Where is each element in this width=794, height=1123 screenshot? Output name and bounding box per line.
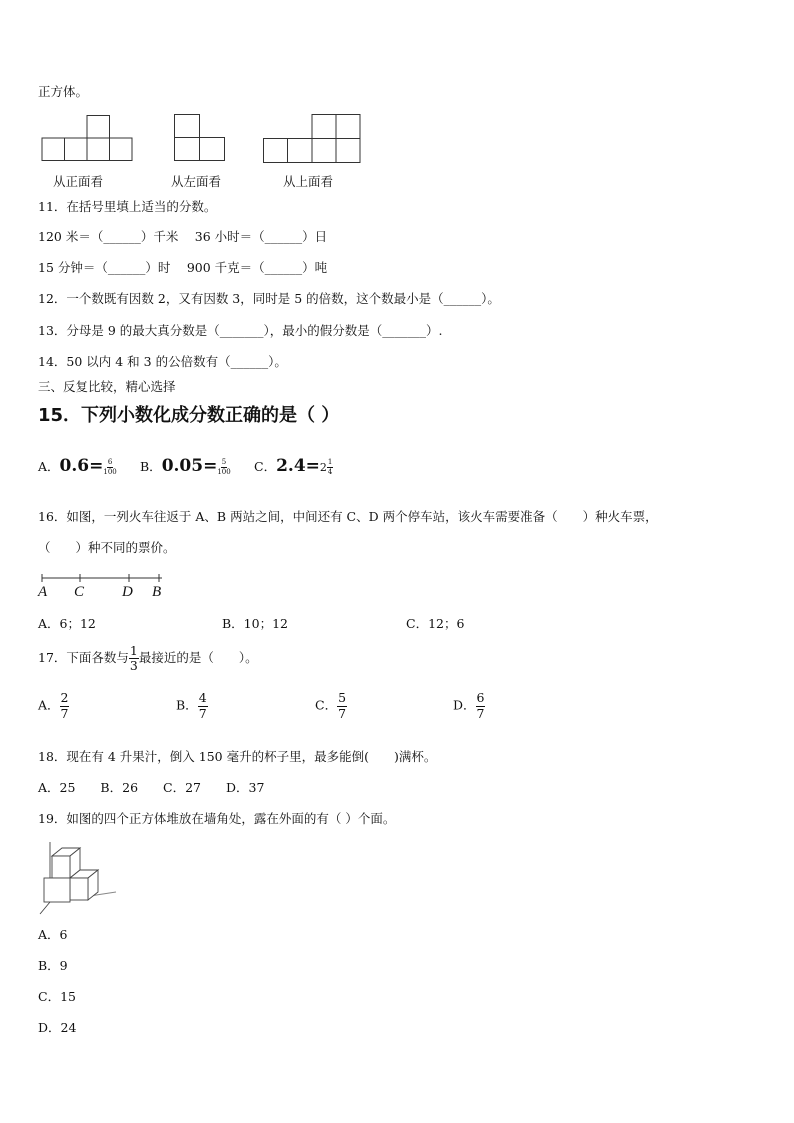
q19-option-a: A．6 [38,927,68,942]
option-fraction [198,692,208,720]
q17-option-d [453,692,485,720]
q17-pre-text: 17．下面各数与 [38,650,129,665]
q15-option-b [140,456,231,476]
denominator: 7 [476,705,485,721]
q16-line1: 16．如图，一列火车往返于 A、B 两站之间，中间还有 C、D 两个停车站，该火车需要准备（ ）种火车票， [38,509,658,524]
q11-title: 11．在括号里填上适当的分数。 [38,199,217,214]
view-label-top: 从上面看 [283,174,334,189]
q13: 13．分母是 9 的最大真分数是（_______），最小的假分数是（_______）. [38,323,443,338]
q15-option-a [38,456,117,476]
option-fraction [476,692,486,720]
numerator: 2 [60,690,69,705]
numerator: 4 [198,690,207,705]
q17-option-b [176,692,208,720]
q12: 12．一个数既有因数 2，又有因数 3，同时是 5 的倍数，这个数最小是（______）。 [38,291,500,306]
denominator: 7 [60,705,69,721]
option-label: C． [254,459,277,474]
denominator: 100 [217,468,231,476]
option-c-fraction [327,459,333,476]
numerator: 5 [221,458,227,466]
station-c: C [74,584,85,600]
section-heading: 三、反复比较，精心选择 [38,379,176,394]
option-c-whole: 2 [319,461,327,474]
q19-option-b: B．9 [38,958,68,973]
numerator: 6 [476,690,485,705]
denominator: 3 [129,658,138,673]
q17-option-a [38,692,69,720]
q17-post-text: 最接近的是（ ）。 [138,650,258,665]
q19-title: 19．如图的四个正方体堆放在墙角处，露在外面的有（ ）个面。 [38,811,396,826]
denominator: 7 [338,705,347,721]
option-fraction [60,692,70,720]
view-label-left: 从左面看 [171,174,222,189]
q18-options: A．25 B．26 C．27 D．37 [38,780,265,795]
denominator: 4 [327,468,333,476]
numerator: 5 [338,690,347,705]
q17-fraction [129,642,139,673]
option-label: C． [315,697,338,713]
numerator: 1 [129,642,138,658]
q19-option-d: D．24 [38,1020,77,1035]
q11-row1: 120 米＝（______）千米 36 小时＝（______）日 [38,229,328,244]
q18-title: 18．现在有 4 升果汁，倒入 150 毫升的杯子里，最多能倒( )满杯。 [38,749,437,764]
top-view-figure [263,114,363,164]
left-view-figure [174,114,230,162]
station-a: A [38,584,48,600]
option-label: D． [453,697,476,713]
q16-option-c: C．12；6 [406,616,465,631]
q15-option-c [254,456,333,476]
station-b: B [152,584,162,600]
option-c-decimal: 2.4= [276,456,320,476]
station-d: D [122,584,133,600]
option-a-fraction [103,459,116,476]
q16-option-b: B．10；12 [222,616,288,631]
option-label: B． [176,697,198,713]
option-b-decimal: 0.05= [161,456,218,476]
option-a-decimal: 0.6= [59,456,104,476]
option-label: B． [140,459,162,474]
option-label: A． [38,459,60,474]
option-label: A． [38,697,60,713]
q17-title [38,640,258,676]
corner-cubes-figure [38,840,120,916]
q16-option-a: A．6；12 [38,616,96,631]
q15-title: 15．下列小数化成分数正确的是（ ） [38,405,340,426]
q16-line2: （ ）种不同的票价。 [38,540,176,555]
denominator: 100 [103,468,117,476]
q14: 14．50 以内 4 和 3 的公倍数有（______）。 [38,354,287,369]
front-view-figure [42,115,134,163]
option-b-fraction [217,459,230,476]
numerator: 6 [107,458,113,466]
denominator: 7 [198,705,207,721]
numerator: 1 [327,458,333,466]
q11-row2: 15 分钟＝（______）时 900 千克＝（______）吨 [38,260,328,275]
q19-option-c: C．15 [38,989,76,1004]
q17-option-c [315,692,347,720]
view-label-front: 从正面看 [53,174,104,189]
option-fraction [337,692,347,720]
station-line-figure [38,572,168,600]
q10-tail: 正方体。 [38,84,89,99]
